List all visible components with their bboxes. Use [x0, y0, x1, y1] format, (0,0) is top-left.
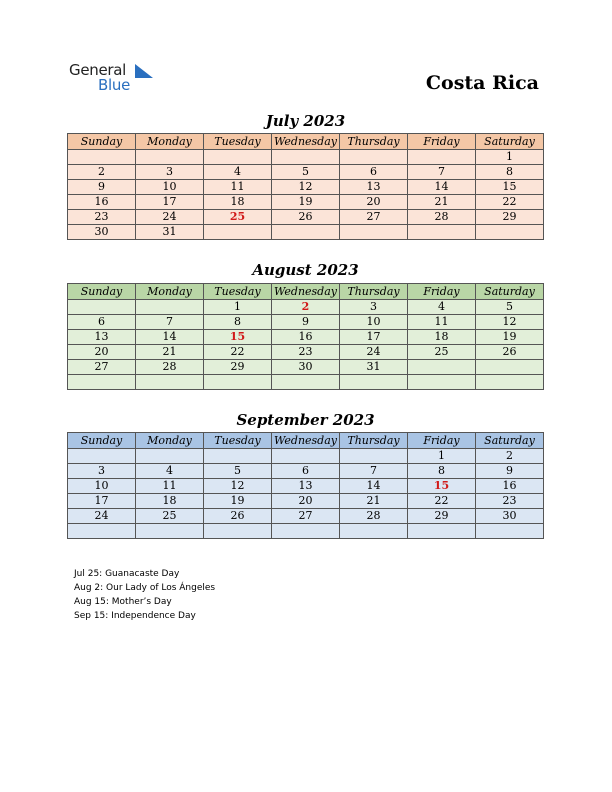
weekday-label: Monday: [136, 433, 204, 449]
day-cell: 8: [408, 464, 476, 479]
day-cell: [272, 375, 340, 390]
weekday-label: Tuesday: [204, 134, 272, 150]
day-cell: 29: [204, 360, 272, 375]
weekday-label: Sunday: [68, 433, 136, 449]
day-cell: 14: [340, 479, 408, 494]
day-cell: 18: [136, 494, 204, 509]
day-cell: 16: [68, 195, 136, 210]
day-cell: 21: [340, 494, 408, 509]
day-cell: 28: [408, 210, 476, 225]
day-cell: 13: [272, 479, 340, 494]
day-cell: [408, 360, 476, 375]
day-cell: 10: [340, 315, 408, 330]
day-cell: 11: [408, 315, 476, 330]
week-row: [68, 494, 544, 509]
weekday-label: Thursday: [340, 433, 408, 449]
weekday-label: Friday: [408, 284, 476, 300]
day-cell: [204, 449, 272, 464]
day-cell: 3: [136, 165, 204, 180]
day-cell: [408, 150, 476, 165]
day-cell: [272, 524, 340, 539]
month-title-august: August 2023: [252, 261, 359, 279]
weekday-label: Thursday: [340, 134, 408, 150]
day-cell: 18: [408, 330, 476, 345]
day-cell: [408, 225, 476, 240]
holiday-note: Aug 15: Mother’s Day: [74, 597, 172, 607]
weekday-label: Sunday: [68, 284, 136, 300]
weekday-header-row: [68, 134, 544, 150]
week-row: [68, 180, 544, 195]
day-cell: 30: [476, 509, 544, 524]
day-cell: 22: [204, 345, 272, 360]
week-row: [68, 449, 544, 464]
day-cell: 4: [136, 464, 204, 479]
weekday-header-row: [68, 284, 544, 300]
day-cell: 11: [136, 479, 204, 494]
day-cell: [408, 375, 476, 390]
weekday-label: Tuesday: [204, 433, 272, 449]
holiday-notes: [74, 567, 215, 623]
day-cell: [136, 300, 204, 315]
day-cell: [476, 225, 544, 240]
day-cell: 21: [408, 195, 476, 210]
day-cell: 25: [204, 210, 272, 225]
day-cell: [204, 150, 272, 165]
week-row: [68, 300, 544, 315]
weekday-label: Saturday: [476, 284, 544, 300]
day-cell: 15: [204, 330, 272, 345]
day-cell: 27: [272, 509, 340, 524]
day-cell: 12: [204, 479, 272, 494]
day-cell: 20: [68, 345, 136, 360]
day-cell: 6: [272, 464, 340, 479]
day-cell: 12: [272, 180, 340, 195]
weekday-label: Monday: [136, 284, 204, 300]
weekday-label: Friday: [408, 134, 476, 150]
week-row: [68, 195, 544, 210]
day-cell: 22: [476, 195, 544, 210]
day-cell: 9: [68, 180, 136, 195]
day-cell: 29: [408, 509, 476, 524]
day-cell: 4: [408, 300, 476, 315]
day-cell: [476, 524, 544, 539]
day-cell: 13: [68, 330, 136, 345]
holiday-note: Aug 2: Our Lady of Los Ángeles: [74, 583, 216, 593]
day-cell: 30: [68, 225, 136, 240]
day-cell: 26: [272, 210, 340, 225]
day-cell: 9: [272, 315, 340, 330]
logo-text-general: General: [69, 61, 127, 79]
weekday-label: Wednesday: [272, 134, 340, 150]
day-cell: 17: [136, 195, 204, 210]
day-cell: 9: [476, 464, 544, 479]
week-row: [68, 509, 544, 524]
day-cell: [272, 150, 340, 165]
week-row: [68, 330, 544, 345]
country-title: Costa Rica: [425, 72, 539, 94]
weekday-label: Friday: [408, 433, 476, 449]
day-cell: 30: [272, 360, 340, 375]
calendar-july: [67, 133, 544, 240]
day-cell: 22: [408, 494, 476, 509]
day-cell: 25: [136, 509, 204, 524]
day-cell: 6: [340, 165, 408, 180]
day-cell: [476, 375, 544, 390]
day-cell: 27: [68, 360, 136, 375]
day-cell: 20: [340, 195, 408, 210]
holiday-note: Sep 15: Independence Day: [74, 611, 196, 621]
day-cell: 8: [476, 165, 544, 180]
logo-text-blue: Blue: [98, 76, 130, 94]
day-cell: 16: [476, 479, 544, 494]
day-cell: [204, 524, 272, 539]
week-row: [68, 150, 544, 165]
day-cell: 23: [68, 210, 136, 225]
day-cell: 26: [204, 509, 272, 524]
day-cell: 2: [272, 300, 340, 315]
day-cell: [340, 225, 408, 240]
weekday-label: Wednesday: [272, 433, 340, 449]
day-cell: 5: [272, 165, 340, 180]
weekday-label: Monday: [136, 134, 204, 150]
day-cell: 31: [340, 360, 408, 375]
day-cell: [272, 449, 340, 464]
day-cell: 15: [408, 479, 476, 494]
calendar-september: [67, 432, 544, 539]
day-cell: 19: [204, 494, 272, 509]
weekday-label: Sunday: [68, 134, 136, 150]
day-cell: 1: [408, 449, 476, 464]
day-cell: [136, 375, 204, 390]
day-cell: 19: [476, 330, 544, 345]
day-cell: 13: [340, 180, 408, 195]
week-row: [68, 225, 544, 240]
day-cell: 28: [340, 509, 408, 524]
day-cell: 17: [340, 330, 408, 345]
weekday-label: Thursday: [340, 284, 408, 300]
day-cell: 25: [408, 345, 476, 360]
week-row: [68, 479, 544, 494]
day-cell: 29: [476, 210, 544, 225]
day-cell: [136, 449, 204, 464]
day-cell: 23: [272, 345, 340, 360]
day-cell: 7: [136, 315, 204, 330]
day-cell: 26: [476, 345, 544, 360]
day-cell: [136, 150, 204, 165]
day-cell: 3: [340, 300, 408, 315]
day-cell: 2: [476, 449, 544, 464]
week-row: [68, 464, 544, 479]
day-cell: [340, 150, 408, 165]
day-cell: 7: [408, 165, 476, 180]
week-row: [68, 375, 544, 390]
day-cell: 28: [136, 360, 204, 375]
day-cell: 5: [476, 300, 544, 315]
weekday-label: Saturday: [476, 433, 544, 449]
day-cell: 3: [68, 464, 136, 479]
logo-triangle-icon: [135, 64, 153, 78]
day-cell: 2: [68, 165, 136, 180]
calendar-august: [67, 283, 544, 390]
day-cell: 31: [136, 225, 204, 240]
day-cell: 15: [476, 180, 544, 195]
week-row: [68, 315, 544, 330]
day-cell: 10: [68, 479, 136, 494]
day-cell: [68, 449, 136, 464]
day-cell: 16: [272, 330, 340, 345]
weekday-label: Tuesday: [204, 284, 272, 300]
day-cell: 10: [136, 180, 204, 195]
day-cell: 19: [272, 195, 340, 210]
day-cell: 23: [476, 494, 544, 509]
day-cell: [136, 524, 204, 539]
day-cell: 4: [204, 165, 272, 180]
day-cell: [408, 524, 476, 539]
day-cell: [340, 375, 408, 390]
day-cell: 12: [476, 315, 544, 330]
day-cell: [476, 360, 544, 375]
day-cell: 11: [204, 180, 272, 195]
day-cell: [340, 524, 408, 539]
day-cell: 14: [136, 330, 204, 345]
day-cell: 1: [204, 300, 272, 315]
month-title-july: July 2023: [265, 112, 346, 130]
logo: [69, 61, 159, 97]
weekday-header-row: [68, 433, 544, 449]
day-cell: 14: [408, 180, 476, 195]
day-cell: [204, 225, 272, 240]
day-cell: [68, 300, 136, 315]
week-row: [68, 210, 544, 225]
day-cell: [68, 375, 136, 390]
day-cell: 20: [272, 494, 340, 509]
day-cell: 1: [476, 150, 544, 165]
day-cell: 7: [340, 464, 408, 479]
day-cell: 24: [68, 509, 136, 524]
day-cell: 21: [136, 345, 204, 360]
day-cell: 18: [204, 195, 272, 210]
day-cell: 27: [340, 210, 408, 225]
week-row: [68, 524, 544, 539]
day-cell: 8: [204, 315, 272, 330]
day-cell: 24: [340, 345, 408, 360]
day-cell: 24: [136, 210, 204, 225]
day-cell: [68, 150, 136, 165]
week-row: [68, 345, 544, 360]
week-row: [68, 360, 544, 375]
weekday-label: Wednesday: [272, 284, 340, 300]
day-cell: 6: [68, 315, 136, 330]
day-cell: 5: [204, 464, 272, 479]
day-cell: [204, 375, 272, 390]
weekday-label: Saturday: [476, 134, 544, 150]
holiday-note: Jul 25: Guanacaste Day: [74, 569, 180, 579]
day-cell: [272, 225, 340, 240]
day-cell: [68, 524, 136, 539]
day-cell: 17: [68, 494, 136, 509]
week-row: [68, 165, 544, 180]
month-title-september: September 2023: [236, 411, 375, 429]
day-cell: [340, 449, 408, 464]
